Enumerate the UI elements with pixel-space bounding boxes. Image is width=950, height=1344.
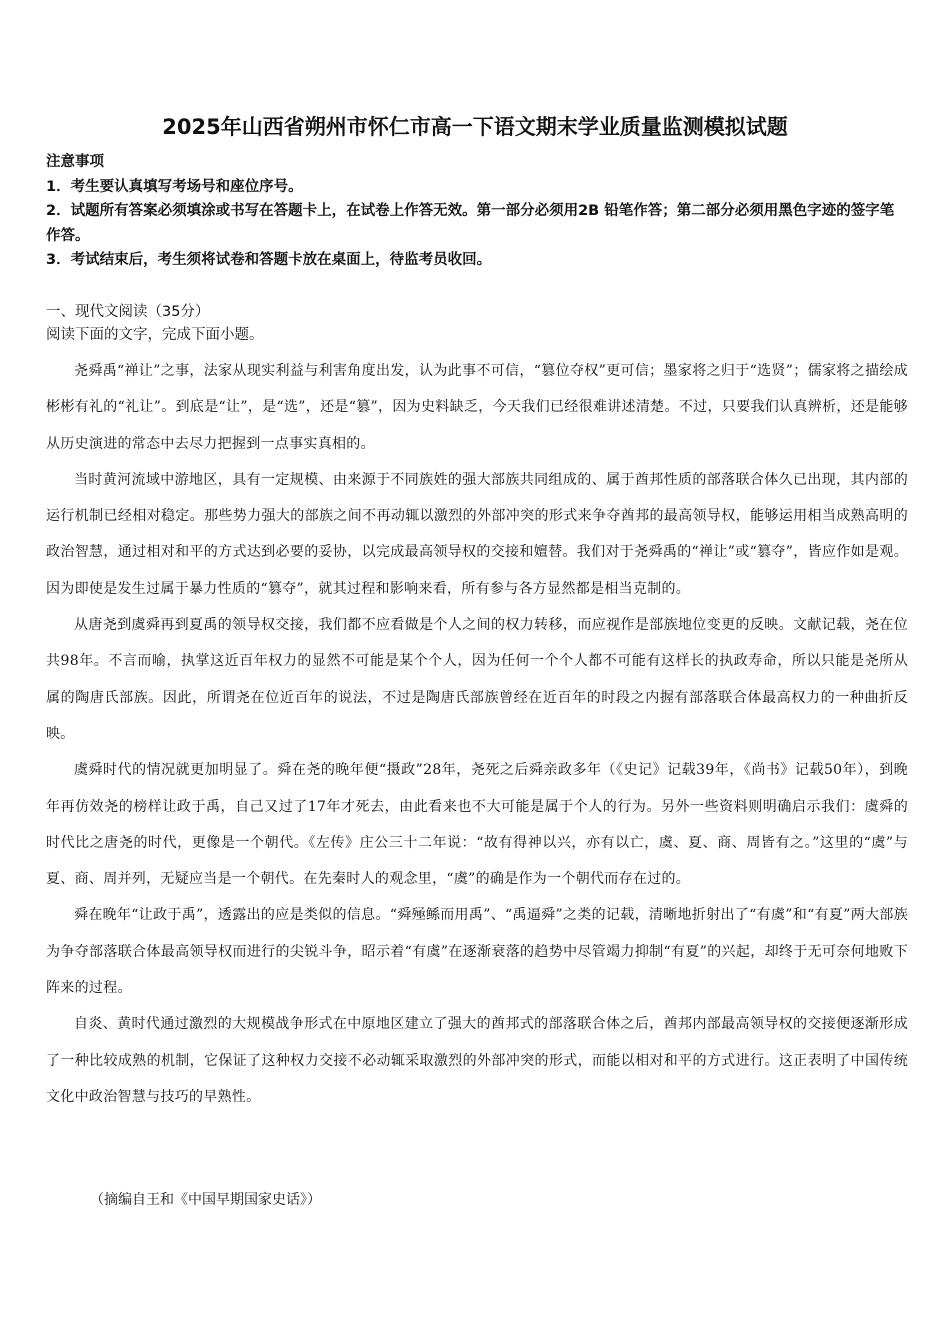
- passage-paragraph-3: 从唐尧到虞舜再到夏禹的领导权交接，我们都不应看做是个人之间的权力转移，而应视作是部族地位变更的反映。文献记载，尧在位共98年。不言而喻，执掌这近百年权力的显然不可能是某个个人，因为任何一个个人都不可能有这样长的执政寿命，所以只能是尧所从属的陶唐氏部族。因此，所谓尧在位近百年的说法，不过是陶唐氏部族曾经在近百年的时段之内握有部落联合体最高权力的一种曲折反映。: [46, 617, 908, 742]
- passage-paragraph-6: 自炎、黄时代通过激烈的大规模战争形式在中原地区建立了强大的酋邦式的部落联合体之后，酋邦内部最高领导权的交接便逐渐形成了一种比较成熟的机制，它保证了这种权力交接不必动辄采取激烈的外部冲突的形式，而能以相对和平的方式进行。这正表明了中国传统文化中政治智慧与技巧的早熟性。: [46, 1016, 908, 1105]
- reading-passage: [46, 353, 908, 1115]
- passage-paragraph-1: 尧舜禹“禅让”之事，法家从现实利益与利害角度出发，认为此事不可信，“篡位夺权”更可信；墨家将之归于“选贤”；儒家将之描绘成彬彬有礼的“礼让”。到底是“让”，是“选”，还是“篡”，因为史料缺乏，今天我们已经很难讲述清楚。不过，只要我们认真辨析，还是能够从历史演进的常态中去尽力把握到一点事实真相的。: [46, 363, 908, 452]
- passage-paragraph-2: 当时黄河流域中游地区，具有一定规模、由来源于不同族姓的强大部族共同组成的、属于酋邦性质的部落联合体久已出现，其内部的运行机制已经相对稳定。那些势力强大的部族之间不再动辄以激烈的外部冲突的形式来争夺酋邦的最高领导权，能够运用相当成熟高明的政治智慧，通过相对和平的方式达到必要的妥协，以完成最高领导权的交接和嬗替。我们对于尧舜禹的“禅让”或“篡夺”，皆应作如是观。因为即使是发生过属于暴力性质的“篡夺”，就其过程和影响来看，所有参与各方显然都是相当克制的。: [46, 471, 908, 597]
- notice-item-2: 2．试题所有答案必须填涂或书写在答题卡上，在试卷上作答无效。第一部分必须用2B 铅笔作答；第二部分必须用黑色字迹的签字笔作答。: [46, 203, 895, 244]
- notice-item-1: 1．考生要认真填写考场号和座位序号。: [46, 178, 303, 195]
- notice-block: [46, 150, 908, 273]
- section-heading: 一、现代文阅读（35分）: [46, 304, 210, 320]
- passage-paragraph-4: 虞舜时代的情况就更加明显了。舜在尧的晚年便“摄政”28年，尧死之后舜亲政多年（《史记》记载39年，《尚书》记载50年），到晚年再仿效尧的榜样让政于禹，自己又过了17年才死去，由此看来也不大可能是属于个人的行为。另外一些资料则明确启示我们：虞舜的时代比之唐尧的时代，更像是一个朝代。《左传》庄公三十二年说：“故有得神以兴，亦有以亡，虞、夏、商、周皆有之。”这里的“虞”与夏、商、周并列，无疑应当是一个朝代。在先秦时人的观念里，“虞”的确是作为一个朝代而存在过的。: [46, 762, 908, 888]
- notice-item-3: 3．考试结束后，考生须将试卷和答题卡放在桌面上，待监考员收回。: [46, 252, 492, 268]
- passage-source: （摘编自王和《中国早期国家史话》）: [90, 1192, 321, 1208]
- notice-heading: 注意事项: [46, 154, 104, 170]
- exam-title: 2025年山西省朔州市怀仁市高一下语文期末学业质量监测模拟试题: [162, 115, 788, 139]
- passage-paragraph-5: 舜在晚年“让政于禹”，透露出的应是类似的信息。“舜殛鲧而用禹”、“禹逼舜”之类的记载，清晰地折射出了“有虞”和“有夏”两大部族为争夺部落联合体最高领导权而进行的尖锐斗争，昭示着“有虞”在逐渐衰落的趋势中尽管竭力抑制“有夏”的兴起，却终于无可奈何地败下阵来的过程。: [46, 907, 908, 997]
- reading-instruction: 阅读下面的文字，完成下面小题。: [46, 327, 264, 343]
